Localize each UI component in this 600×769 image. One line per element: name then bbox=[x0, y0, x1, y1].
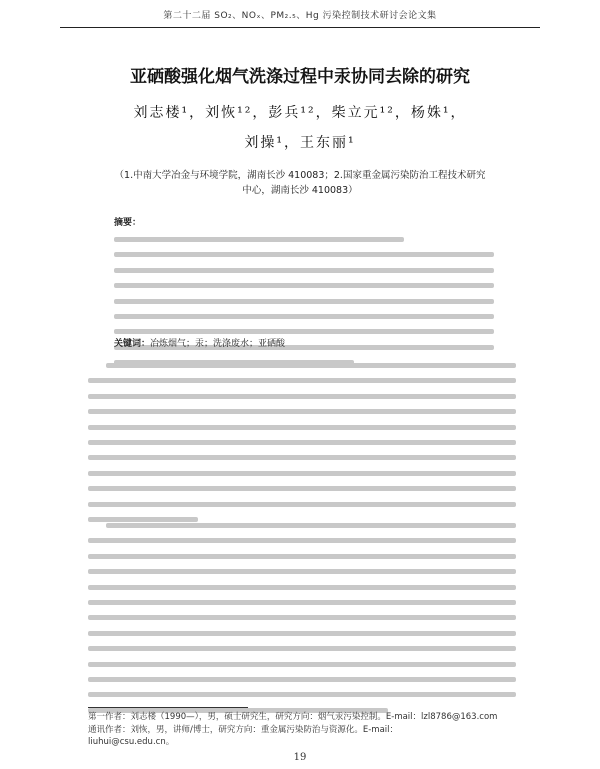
text-line bbox=[88, 600, 516, 605]
text-line bbox=[106, 523, 516, 528]
text-line bbox=[114, 314, 494, 319]
text-line bbox=[88, 554, 516, 559]
body-paragraph-2 bbox=[88, 523, 516, 723]
text-line bbox=[88, 615, 516, 620]
text-line bbox=[88, 455, 516, 460]
affiliation: （1.中南大学冶金与环境学院，湖南长沙 410083；2.国家重金属污染防治工程技术研究中心，湖南长沙 410083） bbox=[114, 170, 486, 196]
abstract-text bbox=[114, 237, 494, 376]
text-line bbox=[106, 363, 516, 368]
text-line bbox=[88, 677, 516, 682]
authors-line-2: 刘操¹，王东丽¹ bbox=[244, 135, 356, 151]
body-paragraph-1 bbox=[88, 363, 516, 532]
text-line bbox=[88, 585, 516, 590]
text-line bbox=[114, 299, 494, 304]
text-line bbox=[88, 517, 198, 522]
abstract-label: 摘要： bbox=[114, 218, 142, 228]
text-line bbox=[88, 502, 516, 507]
page-number: 19 bbox=[293, 752, 307, 763]
text-line bbox=[88, 631, 516, 636]
text-line bbox=[88, 646, 516, 651]
footnote-email: liuhui@csu.edu.cn。 bbox=[88, 737, 175, 747]
text-line bbox=[114, 237, 404, 242]
text-line bbox=[114, 329, 494, 334]
keywords-label: 关键词： bbox=[114, 339, 151, 349]
text-line bbox=[88, 409, 516, 414]
keywords-value: 冶炼烟气；汞；洗涤废水；亚硒酸 bbox=[150, 339, 286, 349]
text-line bbox=[88, 692, 516, 697]
text-line bbox=[114, 283, 494, 288]
footnote-rule bbox=[88, 707, 248, 708]
text-line bbox=[88, 569, 516, 574]
text-line bbox=[88, 425, 516, 430]
footnote-corresponding: 通讯作者：刘恢，男，讲师/博士，研究方向：重金属污染防治与资源化。E-mail： bbox=[88, 725, 399, 735]
text-line bbox=[88, 440, 516, 445]
text-line bbox=[88, 394, 516, 399]
keywords bbox=[114, 336, 494, 349]
text-line bbox=[114, 252, 494, 257]
running-header: 第二十二届 SO₂、NOₓ、PM₂.₅、Hg 污染控制技术研讨会论文集 bbox=[163, 11, 437, 21]
authors-line-1: 刘志楼¹，刘恢¹²，彭兵¹²，柴立元¹²，杨姝¹， bbox=[133, 105, 467, 121]
text-line bbox=[88, 486, 516, 491]
text-line bbox=[88, 662, 516, 667]
footnote-first-author: 第一作者：刘志楼（1990—），男，硕士研究生，研究方向：烟气汞污染控制。E-mail：lzl8786@163.com bbox=[88, 712, 498, 722]
text-line bbox=[114, 268, 494, 273]
header-rule bbox=[60, 27, 540, 28]
text-line bbox=[88, 538, 516, 543]
abstract-heading bbox=[114, 217, 494, 230]
paper-title: 亚硒酸强化烟气洗涤过程中汞协同去除的研究 bbox=[130, 67, 470, 87]
text-line bbox=[88, 378, 516, 383]
text-line bbox=[88, 471, 516, 476]
